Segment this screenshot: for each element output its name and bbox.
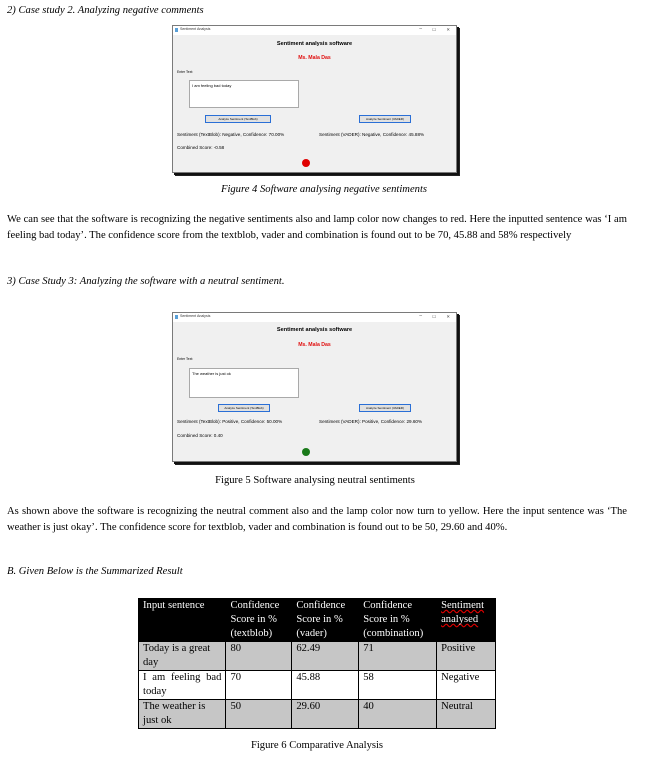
figure-5-caption: Figure 5 Software analysing neutral sentiments	[215, 475, 415, 486]
cell-sentiment: Positive	[437, 642, 496, 671]
case-3-paragraph: As shown above the software is recognizing the neutral comment also and the lamp color now turn to yellow. Here the input sentence was ‘The weather is just okay’. The confidence score for textblob, vader and combination is found out to be 50, 29.60 and 40%.	[7, 506, 627, 533]
figure-4-caption: Figure 4 Software analysing negative sentiments	[220, 184, 428, 195]
comparative-table	[138, 598, 496, 729]
negative-sentiment-window	[172, 25, 457, 173]
sentiment-lamp	[302, 448, 310, 456]
header-sentiment	[437, 599, 496, 642]
analyze-vader-button[interactable]: Analyze Sentiment (VADER)	[359, 404, 411, 412]
cell-combination: 58	[359, 671, 437, 700]
table-row	[139, 671, 496, 700]
table-header-row	[139, 599, 496, 642]
header-input-sentence: Input sentence	[139, 599, 226, 642]
maximize-icon[interactable]: ☐	[432, 27, 436, 32]
combined-score: Combined Score: -0.58	[177, 145, 225, 150]
close-icon[interactable]: ✕	[446, 27, 450, 32]
minimize-icon[interactable]: –	[419, 26, 422, 32]
header-combination: Confidence Score in % (combination)	[359, 599, 437, 642]
header-sentiment-text: Sentiment analysed	[441, 600, 485, 625]
vader-result: Sentiment (VADER): Positive, Confidence: 29.60%	[319, 419, 423, 424]
app-title: Sentiment analysis software	[276, 327, 353, 333]
cell-input: Today is a great day	[139, 642, 226, 671]
app-feather-icon	[175, 28, 178, 32]
text-input-value: I am feeling bad today	[192, 83, 232, 88]
cell-combination: 71	[359, 642, 437, 671]
text-input[interactable]	[189, 368, 299, 398]
text-input-value: The weather is just ok	[192, 371, 231, 376]
cell-textblob: 70	[226, 671, 292, 700]
cell-combination: 40	[359, 700, 437, 729]
header-vader: Confidence Score in % (vader)	[292, 599, 359, 642]
textblob-result: Sentiment (TextBlob): Positive, Confidence: 50.00%	[177, 419, 283, 424]
text-input[interactable]	[189, 80, 299, 108]
table-row	[139, 700, 496, 729]
analyze-textblob-button[interactable]: Analyze Sentiment (TextBlob)	[205, 115, 271, 123]
cell-input: The weather is just ok	[139, 700, 226, 729]
cell-sentiment: Neutral	[437, 700, 496, 729]
cell-vader: 29.60	[292, 700, 359, 729]
app-feather-icon	[175, 315, 178, 319]
author-name: Ms. Mala Das	[298, 342, 331, 348]
window-titlebar	[173, 26, 456, 35]
cell-sentiment: Negative	[437, 671, 496, 700]
cell-vader: 45.88	[292, 671, 359, 700]
section-b-heading: B. Given Below is the Summarized Result	[7, 566, 183, 577]
minimize-icon[interactable]: –	[419, 313, 422, 319]
cell-textblob: 80	[226, 642, 292, 671]
cell-input: I am feeling bad today	[139, 671, 226, 700]
case-2-paragraph: We can see that the software is recognizing the negative sentiments also and lamp color now changes to red. Here the inputted sentence was ‘I am feeling bad today’. The confidence score from the textblob, vader and combination is found out to be 70, 45.88 and 58% respectively	[7, 214, 627, 241]
analyze-vader-button[interactable]: Analyze Sentiment (VADER)	[359, 115, 411, 123]
maximize-icon[interactable]: ☐	[432, 314, 436, 319]
cell-textblob: 50	[226, 700, 292, 729]
vader-result: Sentiment (VADER): Negative, Confidence: 45.88%	[319, 132, 425, 137]
table-row	[139, 642, 496, 671]
header-textblob: Confidence Score in % (textblob)	[226, 599, 292, 642]
author-name: Ms. Mala Das	[298, 55, 331, 61]
case-study-3-heading: 3) Case Study 3: Analyzing the software with a neutral sentiment.	[7, 276, 285, 287]
window-title: Sentiment Analysis	[180, 314, 211, 318]
analyze-textblob-button[interactable]: Analyze Sentiment (TextBlob)	[218, 404, 270, 412]
window-titlebar	[173, 313, 456, 322]
sentiment-lamp	[302, 159, 310, 167]
window-title: Sentiment Analysis	[180, 27, 211, 31]
app-title: Sentiment analysis software	[276, 41, 353, 47]
textblob-result: Sentiment (TextBlob): Negative, Confidence: 70.00%	[177, 132, 285, 137]
case-study-2-heading: 2) Case study 2. Analyzing negative comments	[7, 5, 204, 16]
cell-vader: 62.49	[292, 642, 359, 671]
close-icon[interactable]: ✕	[446, 314, 450, 319]
enter-text-label: Enter Text:	[177, 70, 194, 74]
figure-6-caption: Figure 6 Comparative Analysis	[250, 740, 384, 751]
combined-score: Combined Score: 0.40	[177, 433, 223, 438]
neutral-sentiment-window	[172, 312, 457, 462]
enter-text-label: Enter Text:	[177, 357, 194, 361]
